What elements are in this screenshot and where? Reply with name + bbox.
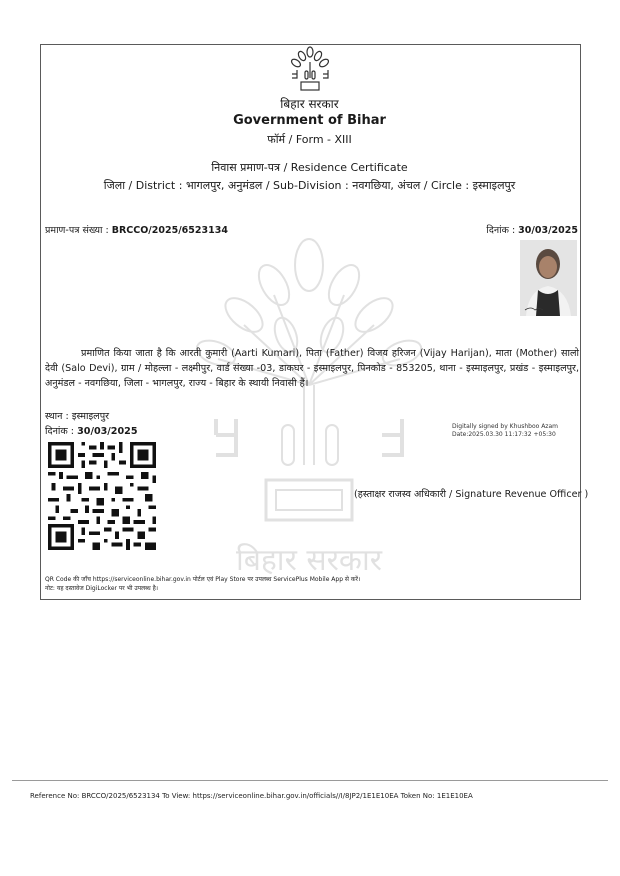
place-value: इस्माइलपुर — [71, 411, 110, 422]
qr-note-line1: QR Code की जाँच https://serviceonline.bihar.gov.in पोर्टल एवं Play Store पर उपलब्ध ServicePlus Mobile App से करें। — [45, 576, 361, 583]
bihar-emblem-watermark — [196, 235, 422, 595]
bihar-emblem-logo — [287, 46, 333, 92]
certificate-number-label: प्रमाण-पत्र संख्या : — [45, 225, 112, 236]
digital-signature-line1: Digitally signed by Khushboo Azam — [452, 423, 558, 430]
certificate-title: निवास प्रमाण-पत्र / Residence Certificate — [211, 161, 408, 174]
district-line: जिला / District : भागलपुर, अनुमंडल / Sub-Division : नवगछिया, अंचल / Circle : इस्माइलपुर — [103, 179, 516, 192]
watermark-text: बिहार सरकार — [235, 543, 383, 578]
certificate-number-value: BRCCO/2025/6523134 — [111, 225, 228, 236]
place-label: स्थान : — [45, 411, 72, 422]
applicant-photo — [520, 240, 577, 316]
certificate-date-value: 30/03/2025 — [518, 225, 578, 236]
footer-reference: Reference No: BRCCO/2025/6523134 To View: https://serviceonline.bihar.gov.in/officials//I/8JP2/1E1E10EA Token No: 1E1E10EA — [30, 792, 473, 800]
certificate-number — [45, 223, 228, 236]
certificate-date-label: दिनांक : — [486, 225, 519, 236]
form-number: फॉर्म / Form - XIII — [267, 133, 352, 146]
state-name-english: Government of Bihar — [233, 113, 386, 128]
digital-signature-line2: Date:2025.03.30 11:17:32 +05:30 — [452, 431, 556, 438]
issue-date-label: दिनांक : — [45, 426, 78, 437]
issue-date-value: 30/03/2025 — [77, 426, 138, 437]
state-name-hindi: बिहार सरकार — [280, 97, 339, 111]
digital-signature — [452, 423, 558, 439]
qr-code — [48, 442, 156, 550]
certificate-date — [486, 223, 578, 236]
qr-verification-note — [45, 575, 360, 593]
qr-note-line2: नोट: यह दस्तावेज DigiLocker पर भी उपलब्ध है। — [45, 585, 159, 592]
place — [45, 409, 109, 422]
footer-divider — [12, 780, 608, 781]
certificate-body-text: प्रमाणित किया जाता है कि आरती कुमारी (Aarti Kumari), पिता (Father) विजय हरिजन (Vijay Harijan), माता (Mother) सालो देवी (Salo Devi), ग्राम / मोहल्ला - लक्ष्मीपुर, वार्ड संख्या -03, डाकघर - इस्माइलपुर, पिनकोड - 853205, थाना - इस्माइलपुर, प्रखंड - इस्माइलपुर, अनुमंडल - नवगछिया, जिला - भागलपुर, राज्य - बिहार के स्थायी निवासी हैं। — [45, 348, 579, 389]
issue-date — [45, 424, 138, 437]
signature-label: (हस्ताक्षर राजस्व अधिकारी / Signature Revenue Officer ) — [354, 489, 589, 500]
